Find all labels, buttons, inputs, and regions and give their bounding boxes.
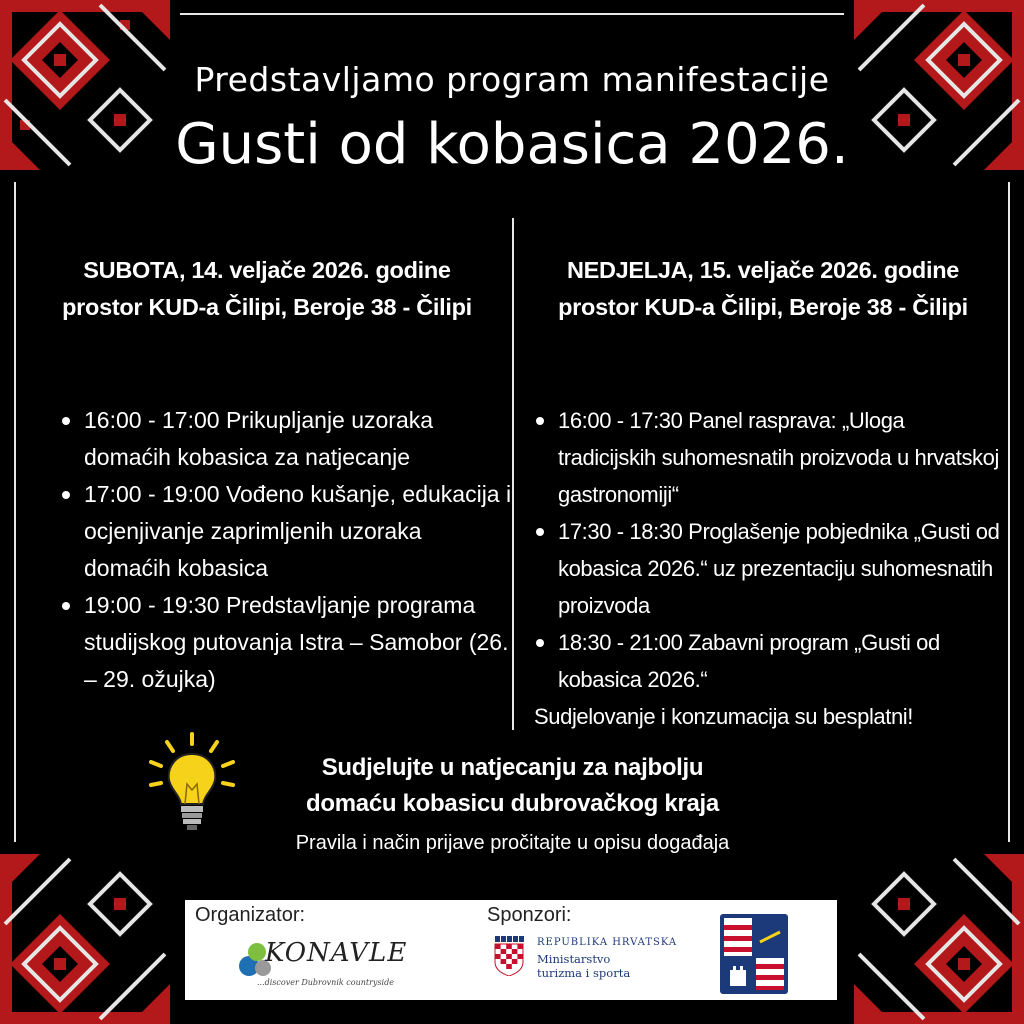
sunday-day-line: NEDJELJA, 15. veljače 2026. godine [566,257,960,283]
saturday-day-line: SUBOTA, 14. veljače 2026. godine [83,257,451,283]
callout-line-1: Sudjelujte u natjecanju za najbolju [321,754,704,781]
corner-ornament-bottom-right [854,854,1024,1024]
organizer-logo-text: KONAVLE [265,938,408,968]
schedule-item: 16:00 - 17:00 Prikupljanje uzoraka domaćih kobasica za natjecanje [60,402,512,476]
sunday-heading [524,252,1002,326]
sunday-schedule [534,402,1002,698]
callout-line-2: domaću kobasicu dubrovačkog kraja [306,790,719,817]
folk-embroidery-icon [0,854,170,1024]
saturday-schedule [60,402,512,698]
saturday-venue-line: prostor KUD-a Čilipi, Beroje 38 - Čilipi [62,294,472,320]
sponsors-label: Sponzori: [487,904,572,926]
frame-top-line [180,13,844,15]
schedule-item: 17:00 - 19:00 Vođeno kušanje, edukacija i ocjenjivanje zaprimljenih uzoraka domaćih kobasica [60,476,512,587]
competition-callout [240,750,785,822]
schedule-item: 19:00 - 19:30 Predstavljanje programa studijskog putovanja Istra – Samobor (26. – 29. ožujka) [60,587,512,698]
rules-note: Pravila i način prijave pročitajte u opisu događaja [295,832,730,854]
frame-left-line [14,182,16,842]
croatian-coat-of-arms-icon [493,936,525,976]
folk-embroidery-icon [854,854,1024,1024]
event-title: Gusti od kobasica 2026. [175,112,849,177]
county-crest-icon [718,912,790,996]
frame-right-line [1008,182,1010,842]
ministry-name-line2: turizma i sporta [537,966,631,980]
ministry-name-line1: Ministarstvo [537,952,611,966]
sunday-venue-line: prostor KUD-a Čilipi, Beroje 38 - Čilipi [558,294,968,320]
saturday-column [22,252,512,698]
sunday-column [524,252,1002,735]
column-divider [512,218,514,730]
sponsor-panel [185,900,837,1000]
organizer-tagline: ...discover Dubrovnik countryside [257,978,394,987]
schedule-item: 17:30 - 18:30 Proglašenje pobjednika „Gusti od kobasica 2026.“ uz prezentaciju suhomesnatih proizvoda [534,513,1002,624]
light-bulb-icon [145,730,240,835]
schedule-item: 18:30 - 21:00 Zabavni program „Gusti od kobasica 2026.“ [534,624,1002,698]
event-subtitle: Predstavljamo program manifestacije [194,60,830,99]
ministry-country: REPUBLIKA HRVATSKA [537,937,678,948]
schedule-item: 16:00 - 17:30 Panel rasprava: „Uloga tradicijskih suhomesnatih proizvoda u hrvatskoj gastronomiji“ [534,402,1002,513]
saturday-heading [22,252,512,326]
organizer-label: Organizator: [195,904,306,926]
corner-ornament-bottom-left [0,854,170,1024]
free-entry-note: Sudjelovanje i konzumacija su besplatni! [534,704,914,729]
